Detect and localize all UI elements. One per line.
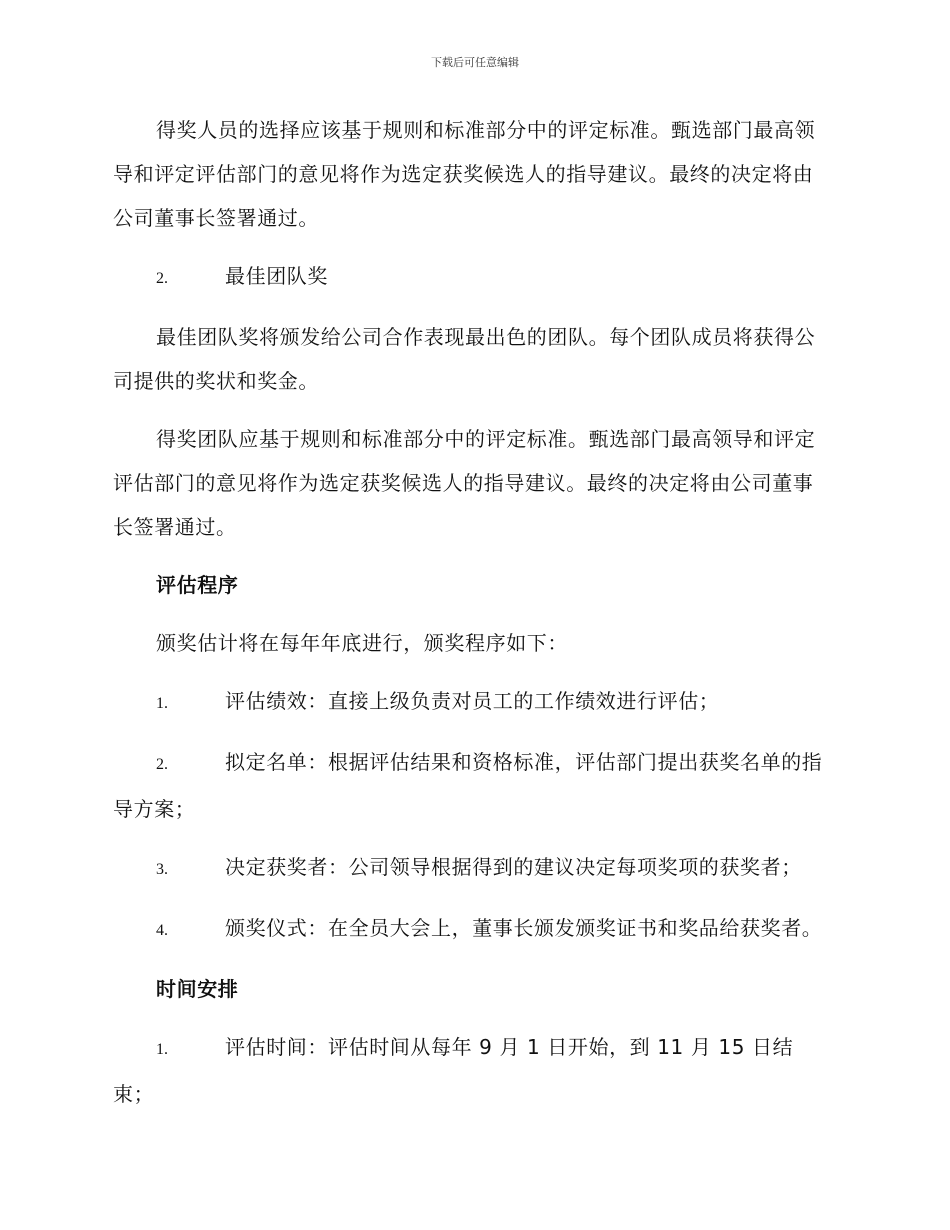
list-text: 颁奖仪式：在全员大会上，董事长颁发颁奖证书和奖品给获奖者。 [225,916,823,940]
list-text: 拟定名单：根据评估结果和资格标准，评估部门提出获奖名单的指导方案； [113,750,823,821]
list-text: 最佳团队奖 [225,264,328,288]
paragraph-best-team-description: 最佳团队奖将颁发给公司合作表现最出色的团队。每个团队成员将获得公司提供的奖状和奖金。 [113,325,816,393]
list-item [113,740,833,831]
paragraph-procedure-intro: 颁奖估计将在每年年底进行，颁奖程序如下： [156,631,568,655]
list-item [113,679,833,726]
list-text: 决定获奖者：公司领导根据得到的建议决定每项奖项的获奖者； [225,855,802,879]
list-number: 2. [156,270,168,287]
list-number: 1. [156,695,168,712]
list-item [113,906,833,953]
list-item [113,1025,833,1116]
list-number: 4. [156,922,168,939]
section-heading-schedule: 时间安排 [156,977,239,1001]
list-number: 2. [156,756,168,773]
section-heading-procedure: 评估程序 [156,573,239,597]
award-item-best-team [113,254,833,301]
list-item [113,845,833,892]
list-text: 评估绩效：直接上级负责对员工的工作绩效进行评估； [225,689,720,713]
list-text: 评估时间：评估时间从每年 9 月 1 日开始，到 11 月 15 日结束； [113,1035,794,1106]
document-body [113,108,833,1130]
list-number: 1. [156,1041,168,1058]
page-header: 下载后可任意编辑 [431,56,519,69]
paragraph-selection-criteria: 得奖人员的选择应该基于规则和标准部分中的评定标准。甄选部门最高领导和评定评估部门的意见将作为选定获奖候选人的指导建议。最终的决定将由公司董事长签署通过。 [113,118,816,230]
list-number: 3. [156,861,168,878]
paragraph-team-selection-criteria: 得奖团队应基于规则和标准部分中的评定标准。甄选部门最高领导和评定评估部门的意见将作为选定获奖候选人的指导建议。最终的决定将由公司董事长签署通过。 [113,427,816,539]
